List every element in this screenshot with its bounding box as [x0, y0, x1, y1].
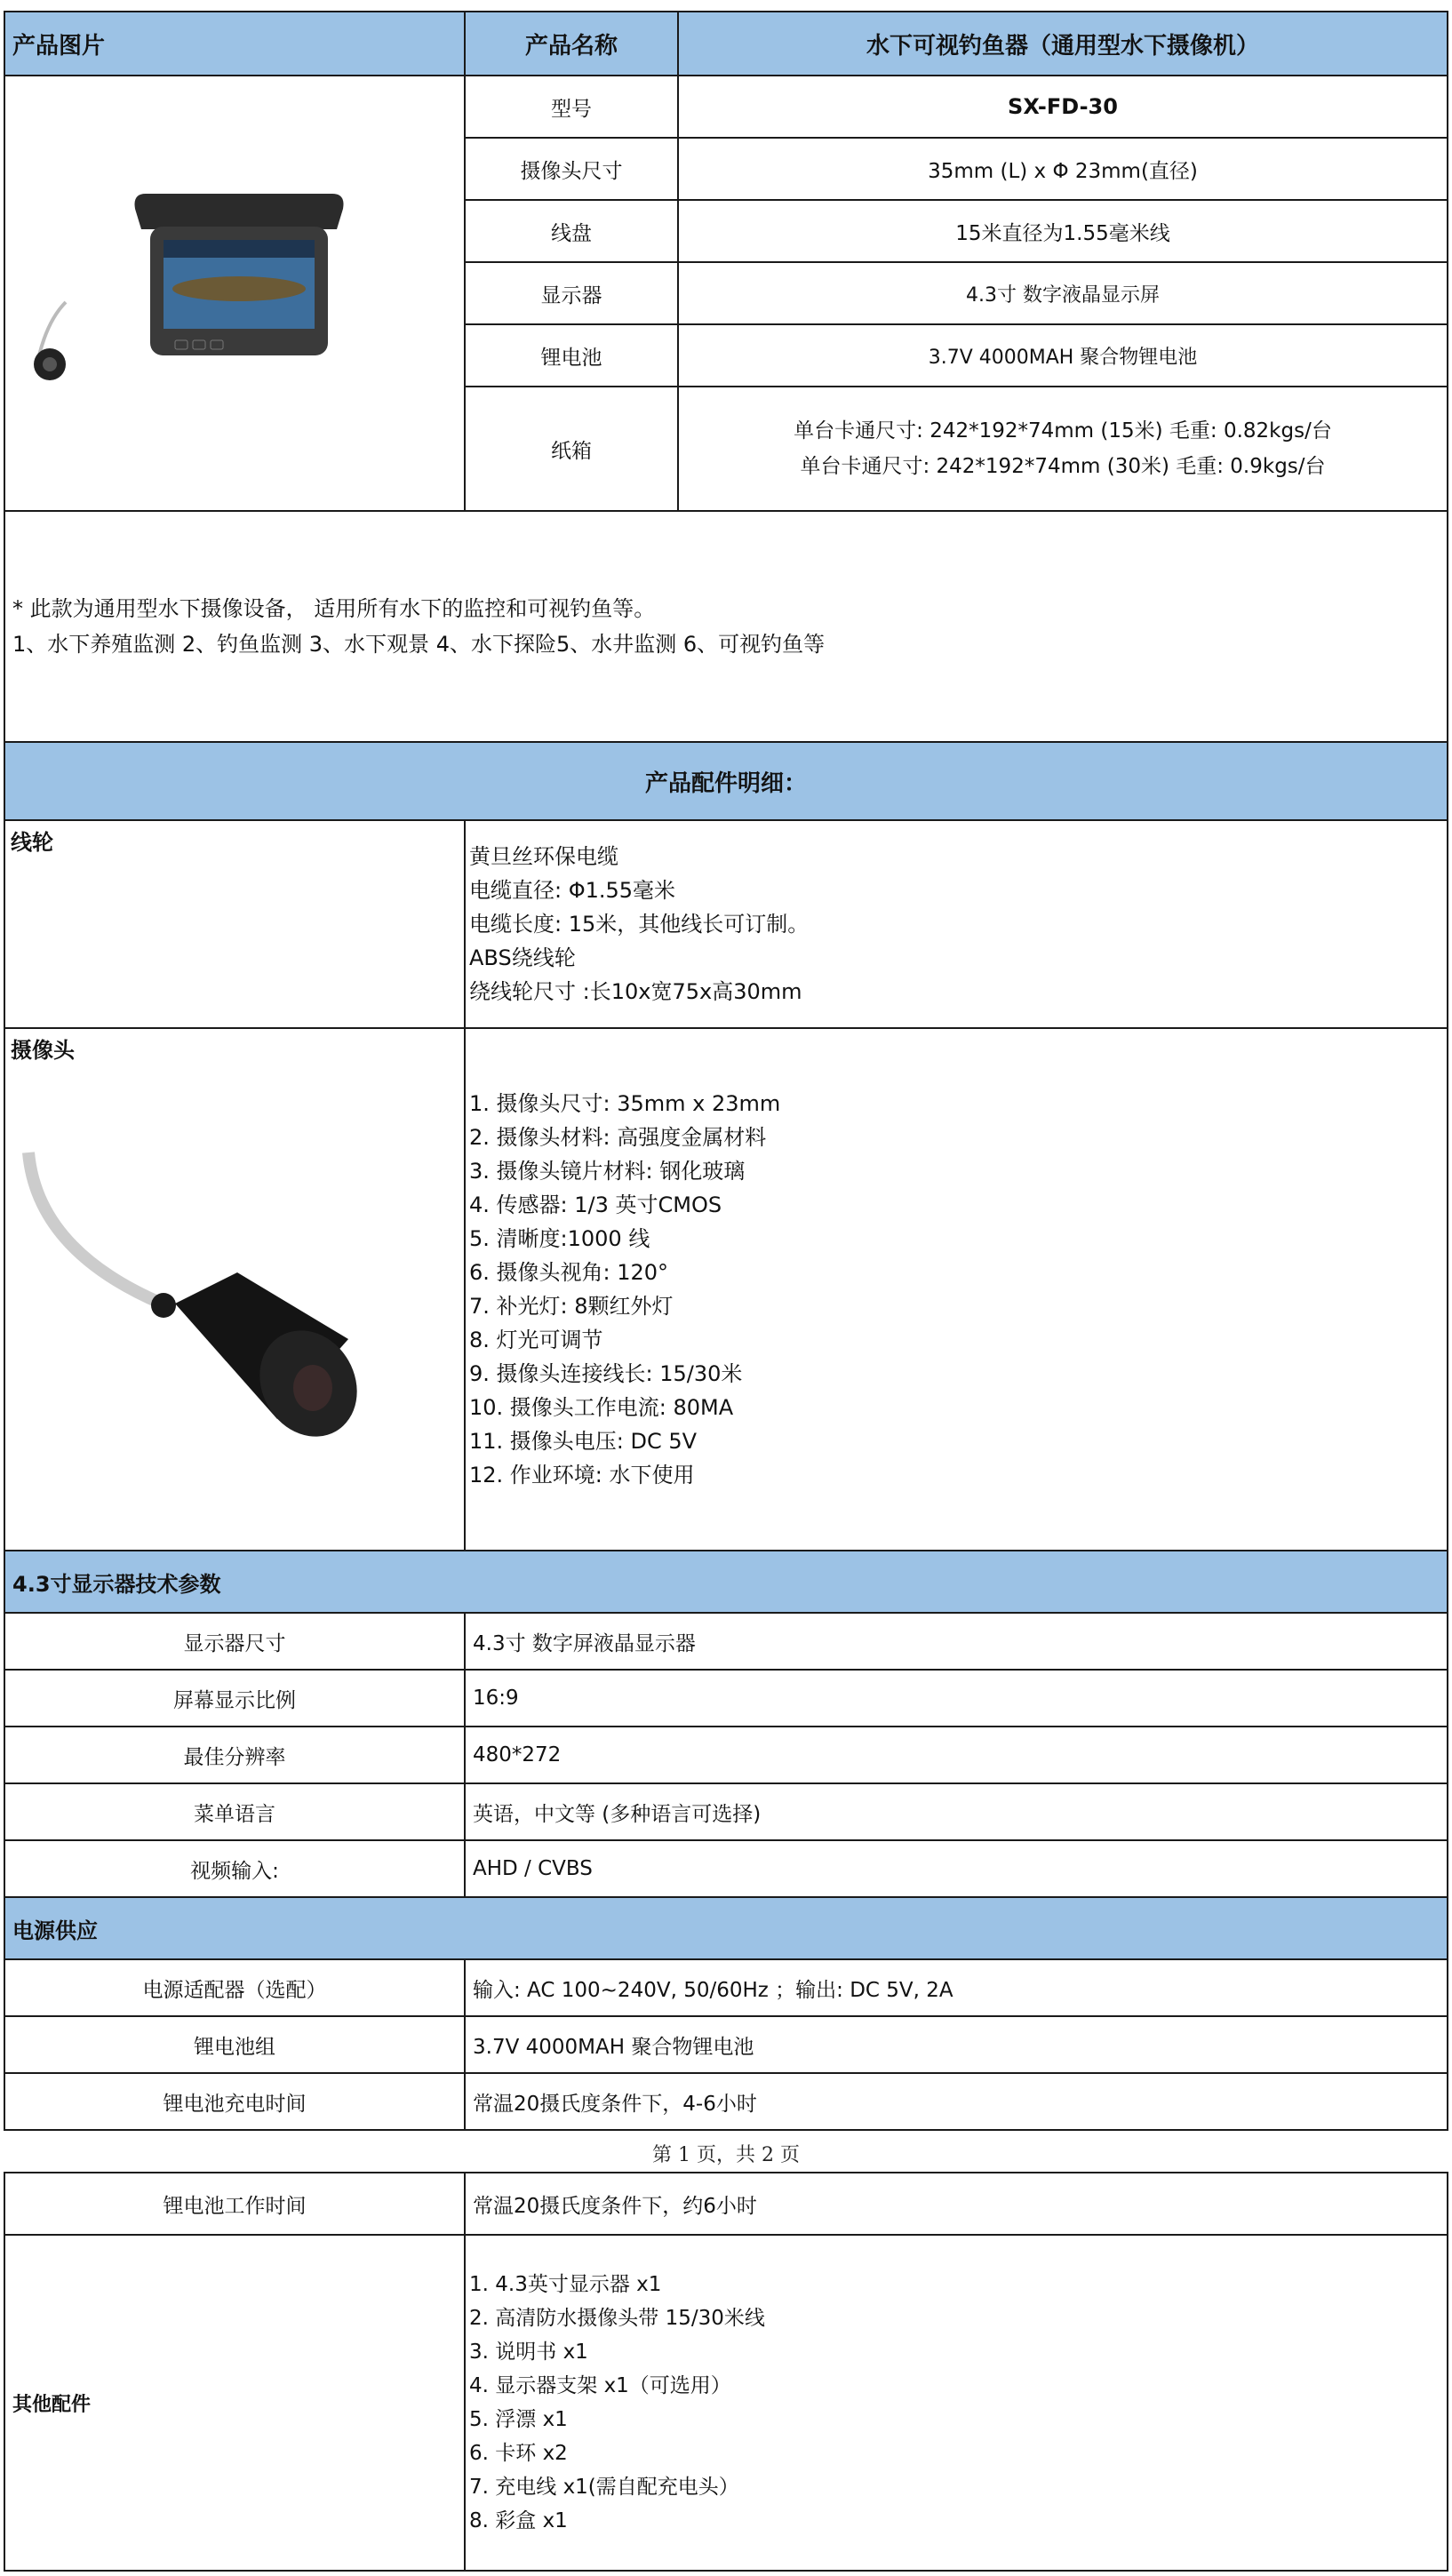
accessory-item: 1. 4.3英寸显示器 x1 — [469, 2273, 662, 2296]
spec-value-cable-reel — [677, 199, 1448, 263]
reel-line: ABS绕线轮 — [469, 945, 576, 970]
other-accessories-label-cell — [4, 2234, 466, 2572]
description-line-1: * 此款为通用型水下摄像设备， 适用所有水下的监控和可视钓鱼等。 — [12, 596, 656, 621]
power-section-title: 电源供应 — [12, 1918, 98, 1943]
camera-spec-line: 8. 灯光可调节 — [469, 1328, 603, 1352]
header-product-name-label: 产品名称 — [524, 32, 618, 60]
camera-spec-line: 2. 摄像头材料: 高强度金属材料 — [469, 1125, 767, 1150]
row-label: 锂电池组 — [194, 2035, 275, 2059]
accessories-title: 产品配件明细： — [644, 770, 807, 797]
spec-value-battery — [677, 323, 1448, 387]
spec-value-model — [677, 75, 1448, 139]
reel-line: 绕线轮尺寸 :长10x宽75x高30mm — [469, 979, 802, 1004]
display-row-value — [464, 1669, 1448, 1727]
carton-line-15m: 单台卡通尺寸: 242*192*74mm (15米) 毛重: 0.82kgs/台 — [794, 419, 1332, 443]
spec-value-display — [677, 261, 1448, 325]
spec-label-text: 型号 — [551, 97, 592, 121]
display-section-header — [4, 1550, 1448, 1614]
row-value: 英语，中文等 (多种语言可选择) — [473, 1802, 762, 1826]
camera-spec-line: 10. 摄像头工作电流: 80MA — [469, 1395, 734, 1420]
camera-label: 摄像头 — [11, 1038, 75, 1063]
row-label: 显示器尺寸 — [183, 1631, 286, 1655]
accessories-section-header — [4, 741, 1448, 821]
spec-label-model — [464, 75, 679, 139]
camera-details-cell — [464, 1027, 1448, 1551]
spec-value-camera-size — [677, 137, 1448, 201]
row-value: 输入: AC 100~240V, 50/60Hz ；输出: DC 5V, 2A — [473, 1978, 953, 2002]
product-title: 水下可视钓鱼器（通用型水下摄像机） — [866, 32, 1259, 60]
spec-label-cable-reel — [464, 199, 679, 263]
accessory-item: 3. 说明书 x1 — [469, 2341, 588, 2364]
accessory-item: 7. 充电线 x1(需自配充电头） — [469, 2476, 739, 2499]
row-value: AHD / CVBS — [473, 1857, 593, 1880]
carton-line-30m: 单台卡通尺寸: 242*192*74mm (30米) 毛重: 0.9kgs/台 — [800, 455, 1326, 478]
spec-label-display — [464, 261, 679, 325]
camera-spec-line: 5. 清晰度:1000 线 — [469, 1226, 650, 1251]
row-label: 屏幕显示比例 — [173, 1688, 296, 1712]
spec-label-text: 锂电池 — [540, 346, 602, 370]
row-label: 最佳分辨率 — [183, 1745, 286, 1769]
display-row-value — [464, 1839, 1448, 1898]
spec-label-text: 线盘 — [551, 221, 592, 245]
description-block — [4, 510, 1448, 743]
camera-spec-line: 3. 摄像头镜片材料: 钢化玻璃 — [469, 1159, 746, 1184]
display-row-label — [4, 1782, 466, 1841]
spec-label-text: 纸箱 — [551, 439, 592, 463]
fish-finder-monitor-image — [30, 178, 439, 409]
other-accessories-label: 其他配件 — [12, 2393, 92, 2416]
spec-label-carton — [464, 386, 679, 512]
camera-spec-line: 6. 摄像头视角: 120° — [469, 1260, 669, 1285]
reel-line: 电缆长度: 15米，其他线长可订制。 — [469, 912, 810, 937]
spec-value-text: 4.3寸 数字液晶显示屏 — [966, 283, 1160, 307]
display-row-value — [464, 1726, 1448, 1784]
row-label: 菜单语言 — [194, 1802, 275, 1826]
accessory-item: 4. 显示器支架 x1（可选用） — [469, 2374, 731, 2397]
spec-label-text: 显示器 — [540, 283, 602, 307]
display-section-title: 4.3寸显示器技术参数 — [12, 1571, 221, 1597]
accessory-item: 5. 浮漂 x1 — [469, 2408, 568, 2431]
accessory-item: 2. 高清防水摄像头带 15/30米线 — [469, 2307, 765, 2330]
spec-label-battery — [464, 323, 679, 387]
description-line-2: 1、水下养殖监测 2、钓鱼监测 3、水下观景 4、水下探险5、水井监测 6、可视钓鱼等 — [12, 632, 826, 657]
row-label: 电源适配器（选配） — [142, 1978, 327, 2002]
camera-spec-line: 11. 摄像头电压: DC 5V — [469, 1429, 698, 1454]
camera-spec-line: 4. 传感器: 1/3 英寸CMOS — [469, 1192, 722, 1217]
accessory-item: 8. 彩盒 x1 — [469, 2509, 568, 2532]
camera-product-image — [11, 1073, 384, 1499]
reel-line: 黄旦丝环保电缆 — [469, 844, 618, 869]
header-product-title — [677, 11, 1448, 76]
page-number-footer: 第 1 页，共 2 页 — [652, 2144, 800, 2166]
header-product-name — [464, 11, 679, 76]
power-row-label — [4, 2015, 466, 2074]
row-value: 3.7V 4000MAH 聚合物锂电池 — [473, 2035, 754, 2059]
power-row-label — [4, 2072, 466, 2131]
row-value: 常温20摄氏度条件下，4-6小时 — [473, 2092, 757, 2116]
battery-work-value — [464, 2172, 1448, 2236]
row-value: 4.3寸 数字屏液晶显示器 — [473, 1631, 696, 1655]
spec-value-text: 3.7V 4000MAH 聚合物锂电池 — [928, 346, 1198, 369]
header-product-image — [4, 11, 466, 76]
spec-value-text: 15米直径为1.55毫米线 — [955, 221, 1170, 245]
reel-details-cell — [464, 819, 1448, 1029]
display-row-label — [4, 1726, 466, 1784]
power-row-value — [464, 2015, 1448, 2074]
camera-spec-line: 12. 作业环境: 水下使用 — [469, 1463, 695, 1487]
power-row-value — [464, 2072, 1448, 2131]
row-label: 锂电池工作时间 — [163, 2194, 307, 2218]
model-number: SX-FD-30 — [1008, 94, 1118, 119]
reel-label-cell — [4, 819, 466, 1029]
spec-label-text: 摄像头尺寸 — [520, 159, 623, 183]
spec-value-carton — [677, 386, 1448, 512]
row-value: 16:9 — [473, 1687, 519, 1710]
other-accessories-list-cell — [464, 2234, 1448, 2572]
spec-label-camera-size — [464, 137, 679, 201]
camera-label-cell — [4, 1027, 466, 1551]
row-label: 锂电池充电时间 — [163, 2092, 307, 2116]
reel-label: 线轮 — [11, 830, 53, 855]
display-row-value — [464, 1782, 1448, 1841]
camera-spec-line: 7. 补光灯: 8颗红外灯 — [469, 1294, 674, 1319]
battery-work-label — [4, 2172, 466, 2236]
row-value: 480*272 — [473, 1743, 562, 1767]
display-row-label — [4, 1612, 466, 1671]
accessory-item: 6. 卡环 x2 — [469, 2442, 568, 2465]
spec-value-text: 35mm (L) x Φ 23mm(直径) — [928, 159, 1198, 183]
camera-spec-line: 1. 摄像头尺寸: 35mm x 23mm — [469, 1091, 781, 1116]
header-product-image-label: 产品图片 — [12, 32, 106, 60]
product-image-cell — [4, 75, 466, 512]
power-row-label — [4, 1958, 466, 2017]
camera-spec-line: 9. 摄像头连接线长: 15/30米 — [469, 1361, 743, 1386]
row-label: 视频输入: — [190, 1859, 279, 1883]
display-row-label — [4, 1839, 466, 1898]
row-value: 常温20摄氏度条件下，约6小时 — [473, 2194, 757, 2218]
power-row-value — [464, 1958, 1448, 2017]
display-row-label — [4, 1669, 466, 1727]
reel-line: 电缆直径: Φ1.55毫米 — [469, 878, 676, 903]
display-row-value — [464, 1612, 1448, 1671]
power-section-header — [4, 1896, 1448, 1960]
